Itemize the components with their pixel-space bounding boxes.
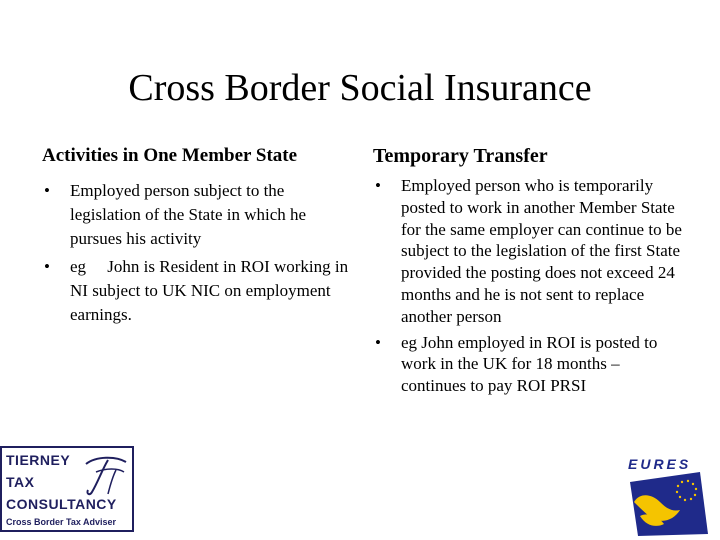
logo-tagline: Cross Border Tax Adviser: [6, 517, 117, 527]
logo-line-tierney: TIERNEY: [6, 452, 71, 468]
tierney-tax-logo: [0, 446, 134, 532]
left-bullet-1-text: Employed person subject to the legislation of the State in which he pursues his activity: [70, 181, 307, 248]
right-column: [373, 143, 688, 401]
eures-wordmark: EURES: [628, 456, 692, 472]
bullet-icon: •: [44, 181, 50, 200]
eures-emblem-icon: [620, 472, 710, 536]
right-bullet-2-text: eg John employed in ROI is posted to work in the UK for 18 months – continues to pay ROI PRSI: [401, 332, 658, 396]
left-bullet-list: [42, 179, 352, 327]
bullet-icon: •: [44, 257, 50, 276]
right-bullet-1-text: Employed person who is temporarily posted to work in another Member State for the same employer can continue to be subject to the legislation of the first State provided the posting does not exceed 24 months and he is not sent to replace another person: [401, 176, 682, 326]
list-item: [42, 255, 352, 327]
right-bullet-list: [373, 175, 688, 397]
bullet-icon: •: [375, 332, 381, 352]
logo-line-tax: TAX: [6, 474, 35, 490]
slide-title: Cross Border Social Insurance: [128, 67, 592, 109]
list-item: [373, 332, 688, 397]
right-heading: Temporary Transfer: [373, 145, 548, 167]
logo-line-consultancy: CONSULTANCY: [6, 496, 117, 512]
left-heading: Activities in One Member State: [42, 145, 298, 166]
tt-monogram-icon: [82, 454, 130, 498]
left-column: [42, 143, 352, 331]
list-item: [373, 175, 688, 328]
list-item: [42, 179, 352, 251]
bullet-icon: •: [375, 176, 381, 195]
eures-logo: [620, 456, 710, 536]
left-bullet-2-text: eg John is Resident in ROI working in NI subject to UK NIC on employment earnings.: [70, 257, 353, 324]
